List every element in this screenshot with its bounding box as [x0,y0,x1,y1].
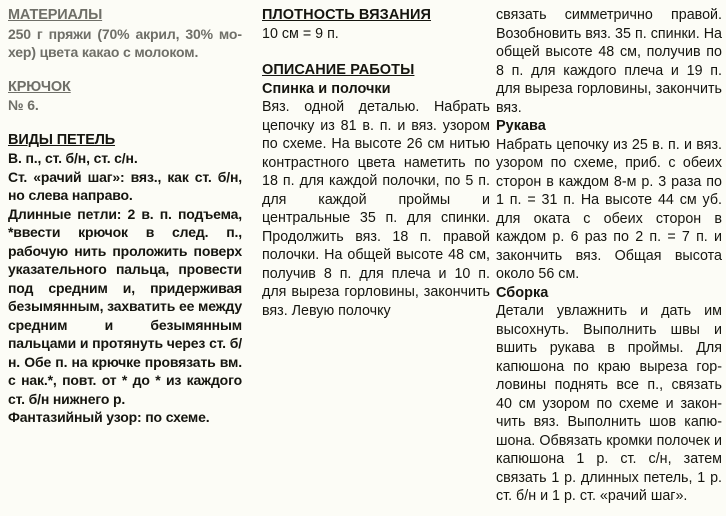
hook-heading: КРЮЧОК [8,78,71,95]
instructions-heading: ОПИСАНИЕ РАБОТЫ [262,62,415,78]
column-left [0,0,248,427]
hook-body: № 6. [8,97,39,113]
section-instructions [262,61,490,320]
stitch-types-line-3: Длинные петли: 2 в. п. подъема, *ввести крючок в след. п., рабочую нить проложить поверх указательного пальца, провести под средним и, придерживая безымянным, захватить ее между средним и безымянным пальцами и протянуть через ст. б/н. Обе п. на крючке провязать вм. с нак.*, повт. от * до * из каждого ст. б/н нижнего р. [8,205,242,407]
section-stitch-types [8,131,242,427]
materials-body: 250 г пряжи (70% акрил, 30% мохер) цвета какао с молоком. [8,25,242,60]
stitch-types-line-4: Фантазийный узор: по схеме. [8,409,210,425]
stitch-types-heading: ВИДЫ ПЕТЕЛЬ [8,131,116,148]
stitch-types-line-1: В. п., ст. б/н, ст. с/н. [8,150,138,166]
section-materials [8,6,242,62]
assembly-subheading: Сборка [496,284,549,301]
instructions-continuation: связать симметрично правой. Возобновить вяз. 35 п. спинки. На общей высоте 48 см, получив по 8 п. для каждого плеча и 19 п. для выреза горловины, закончить вяз. [496,7,722,116]
section-instructions-continued [496,6,722,117]
spacer [8,62,242,78]
section-assembly [496,284,722,506]
spacer [8,115,242,131]
column-middle [256,0,494,320]
instructions-subheading: Спинка и полочки [262,80,391,97]
section-gauge [262,6,490,43]
instructions-body: Вяз. одной деталью. Набрать цепочку из 81 в. п. и вяз. узором по схеме. На высоте 26 см нитью контрастного цвета наметить по 18 п. для каждой полочки, по 5 п. для каждой проймы и центральные 35 п. для спинки. Продолжить вяз. 18 п. правой полочки. На общей высоте 48 см, получив 8 п. для плеча и 10 п. для выреза горловины, закончить вяз. Левую полочку [262,99,490,319]
sleeves-body: Набрать цепочку из 25 в. п. и вяз. узором по схеме, приб. с обеих сторон в каждом 8-м р. 3 раза по 1 п. = 31 п. На высоте 44 см уб. для оката с обеих сторон в каждом р. 6 раз по 2 п. = 7 п. и закончить вяз. Общая высота около 56 см. [496,136,722,282]
spacer [262,43,490,61]
section-sleeves [496,117,722,284]
sleeves-subheading: Рукава [496,118,546,134]
gauge-body: 10 см = 9 п. [262,25,339,42]
gauge-heading: ПЛОТНОСТЬ ВЯЗАНИЯ [262,7,432,23]
section-hook [8,78,242,115]
assembly-body: Детали увлажнить и дать им высохнуть. Выполнить швы и вшить рукава в проймы. Для капюшона по краю выреза горловины поднять все п., связать 40 см узором по схеме и закончить вяз. Выполнить шов капюшона. Обвязать кромки полочек и капюшона 1 р. ст. с/н, затем связать 1 р. длинных петель, 1 р. ст. б/н и 1 р. ст. «рачий шаг». [496,303,722,504]
column-right [494,0,726,506]
materials-heading: МАТЕРИАЛЫ [8,7,103,23]
stitch-types-line-2: Ст. «рачий шаг»: вяз., как ст. б/н, но слева направо. [8,168,242,203]
